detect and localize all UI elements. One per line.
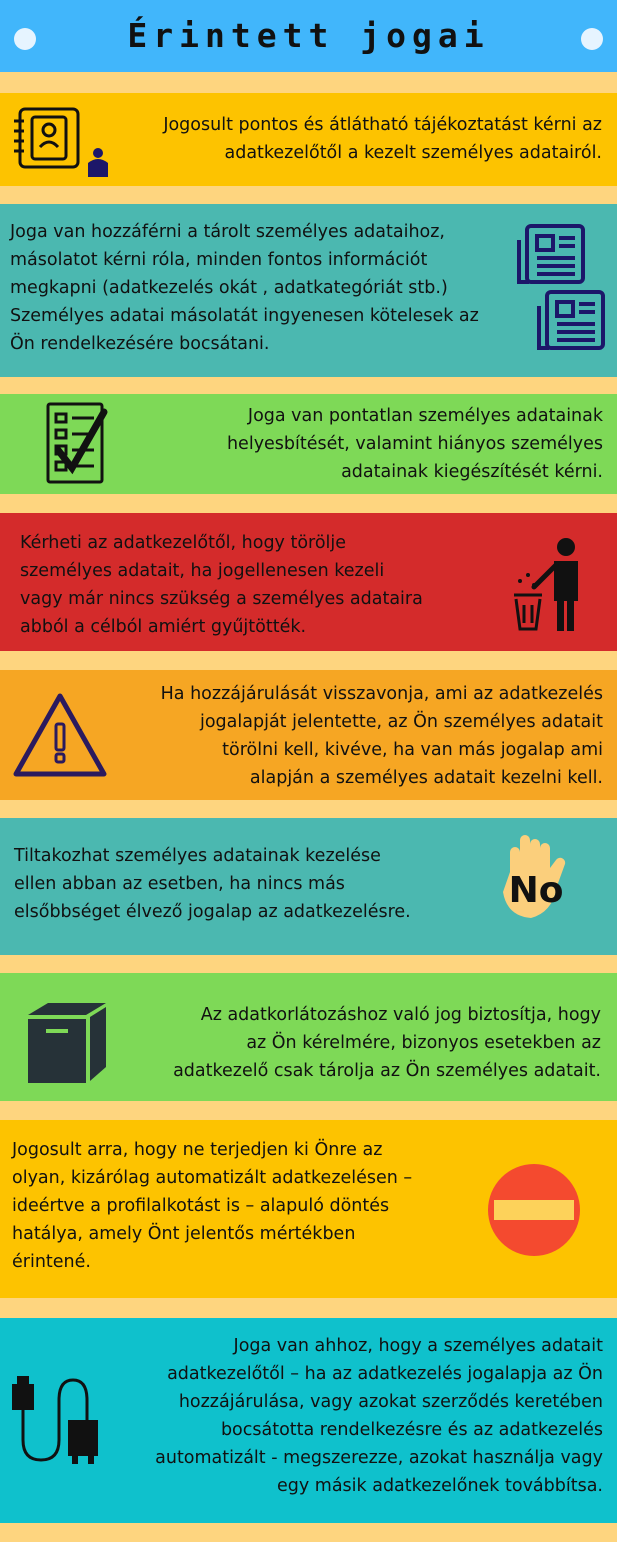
trash-person-icon <box>510 533 585 633</box>
right-band-erasure <box>0 513 617 651</box>
right-band-automated-decision <box>0 1120 617 1298</box>
right-text-information: Jogosult pontos és átlátható tájékoztatást kérni az adatkezelőtől a kezelt személyes adatairól. <box>163 115 602 163</box>
right-text-erasure: Kérheti az adatkezelőtől, hogy törölje személyes adatait, ha jogellenesen kezeli vagy már nincs szükség a személyes adataira abból a célból amiért gyűjtötték. <box>20 533 423 637</box>
box-icon <box>24 1001 110 1085</box>
right-text-automated-decision: Jogosult arra, hogy ne terjedjen ki Önre az olyan, kizárólag automatizált adatkezelésen – ideértve a profilalkotást is – alapuló döntés hatálya, amely Önt jelentős mértékben érintené. <box>12 1140 413 1272</box>
right-band-portability <box>0 1318 617 1523</box>
header-dot-right-icon <box>581 28 603 50</box>
hand-no-icon <box>500 832 572 932</box>
right-band-objection <box>0 818 617 955</box>
right-text-portability: Joga van ahhoz, hogy a személyes adatait adatkezelőtől – ha az adatkezelés jogalapja az Ön hozzájárulása, vagy azokat szerződés keretében bocsátotta rendelkezésre és az adatkezelés automatizált - megszerezze, azokat használja vagy egy másik adatkezelőnek továbbítsa. <box>155 1336 603 1496</box>
header-bar <box>0 0 617 72</box>
right-text-objection: Tiltakozhat személyes adatainak kezelése ellen abban az esetben, ha nincs más elsőbbséget élvező jogalap az adatkezelésre. <box>14 846 411 922</box>
right-band-rectification <box>0 394 617 494</box>
checklist-icon <box>46 402 110 484</box>
right-band-access <box>0 204 617 377</box>
page-title: Érintett jogai <box>127 16 490 55</box>
right-text-withdrawal: Ha hozzájárulását visszavonja, ami az adatkezelés jogalapját jelentette, az Ön személyes adatait törölni kell, kivéve, ha van más jogalap ami alapján a személyes adatait kezelni kell. <box>160 684 603 788</box>
right-text-rectification: Joga van pontatlan személyes adatainak helyesbítését, valamint hiányos személyes adatainak kiegészítését kérni. <box>226 406 603 482</box>
no-entry-icon <box>486 1162 582 1258</box>
newspaper-icon <box>515 222 610 350</box>
svg-text:No: No <box>508 870 564 911</box>
cable-transfer-icon <box>8 1374 100 1466</box>
right-band-information <box>0 93 617 186</box>
right-band-restriction <box>0 973 617 1101</box>
right-text-restriction: Az adatkorlátozáshoz való jog biztosítja, hogy az Ön kérelmére, bizonyos esetekben az adatkezelő csak tárolja az Ön személyes adatait. <box>173 1005 601 1081</box>
right-text-access: Joga van hozzáférni a tárolt személyes adataihoz, másolatot kérni róla, minden fontos információt megkapni (adatkezelés okát , adatkategóriát stb.) Személyes adatai másolatát ingyenesen kötelesek az Ön rendelkezésére bocsátani. <box>10 222 479 354</box>
right-band-withdrawal <box>0 670 617 800</box>
